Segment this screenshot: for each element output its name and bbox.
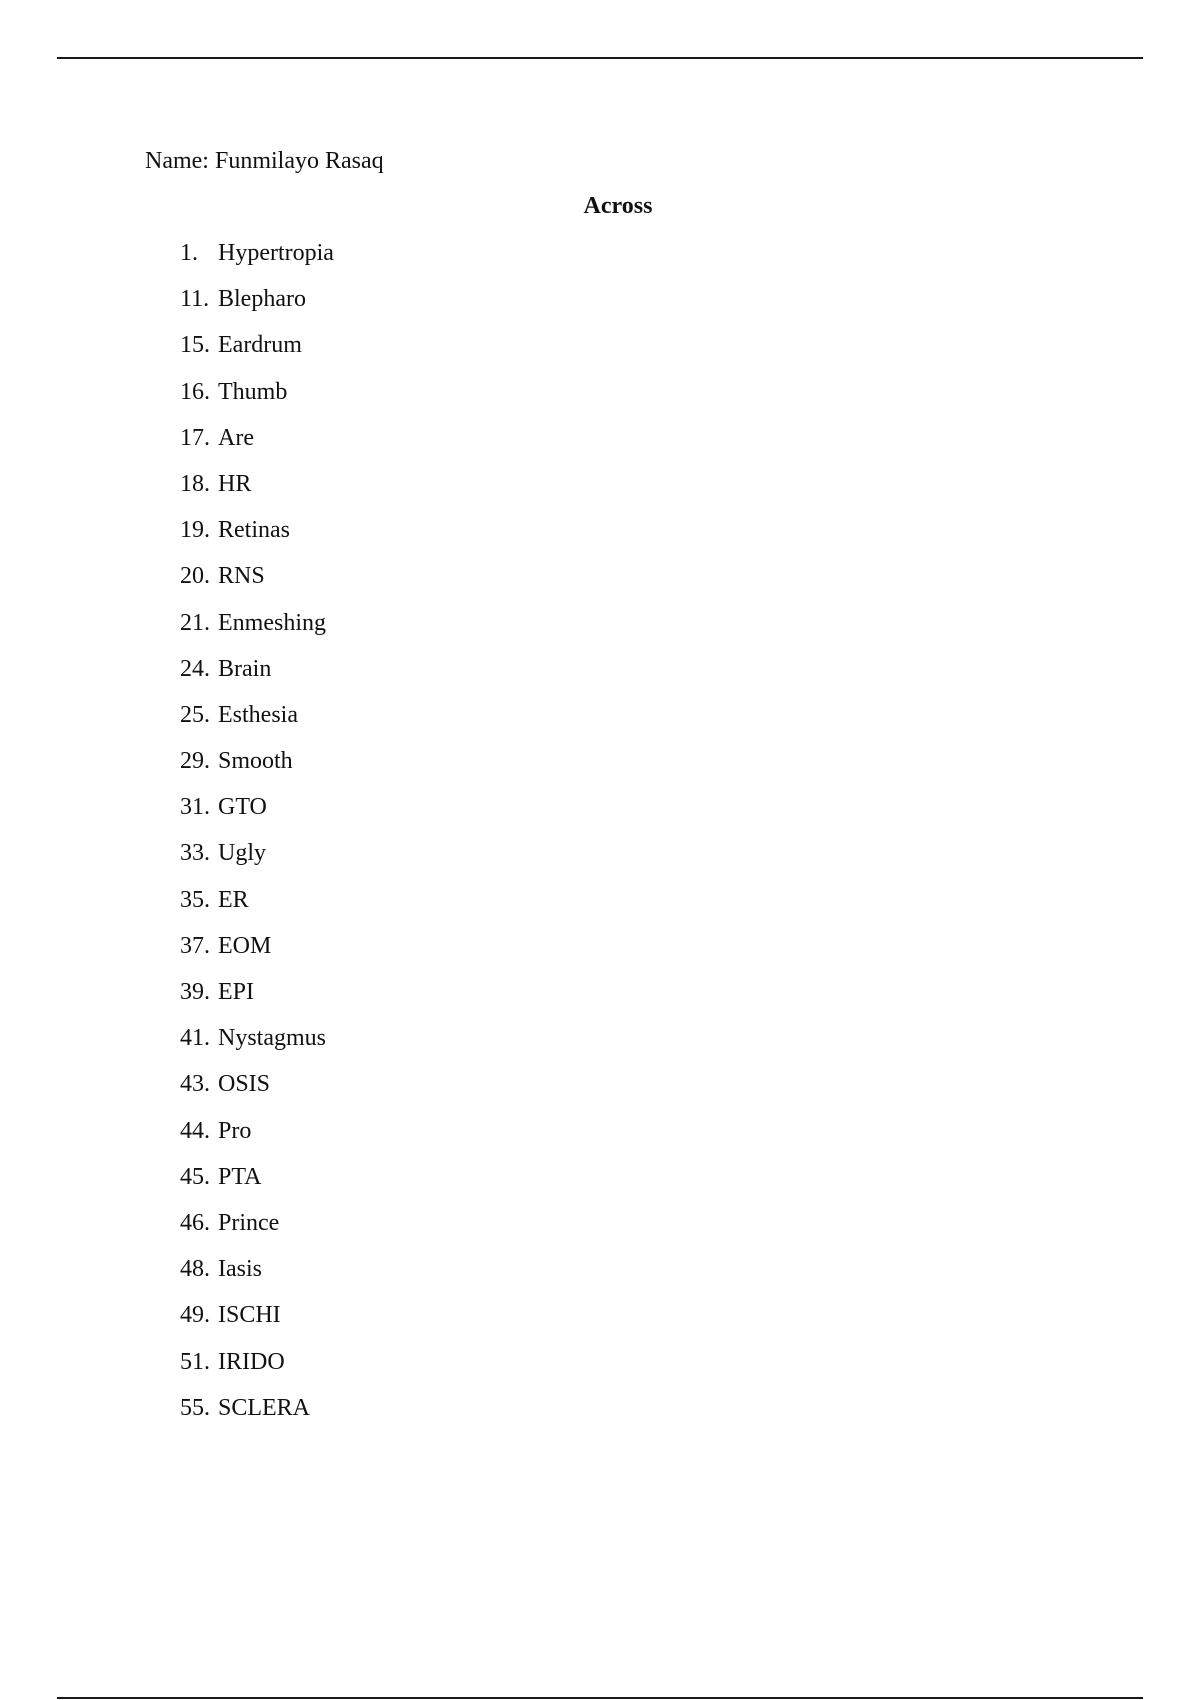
clue-number: 51. (180, 1348, 210, 1375)
list-item (180, 1116, 334, 1162)
clue-answer: EPI (218, 979, 254, 1005)
clue-answer: Smooth (218, 748, 293, 775)
clue-number: 25. (180, 701, 210, 728)
clue-number: 21. (180, 609, 210, 636)
clue-answer: Are (218, 424, 254, 451)
clue-answer: Thumb (218, 378, 288, 405)
clue-number: 11. (180, 286, 210, 313)
clue-number: 16. (180, 378, 210, 405)
across-answer-list (180, 238, 334, 1439)
clue-answer: Blepharo (218, 286, 306, 313)
clue-answer: Brain (218, 655, 272, 682)
list-item (180, 1347, 334, 1393)
clue-number: 41. (180, 1025, 210, 1052)
list-item (180, 330, 334, 376)
clue-number: 1. (180, 240, 198, 266)
clue-answer: Retinas (218, 517, 290, 544)
clue-answer: Hypertropia (218, 240, 334, 266)
clue-answer: Iasis (218, 1256, 262, 1283)
clue-answer: Nystagmus (218, 1025, 326, 1052)
list-item (180, 1300, 334, 1346)
list-item (180, 654, 334, 700)
list-item (180, 515, 334, 561)
clue-number: 44. (180, 1117, 210, 1144)
student-name: Name: Funmilayo Rasaq (145, 148, 384, 174)
clue-answer: Prince (218, 1209, 280, 1236)
clue-number: 17. (180, 424, 210, 451)
clue-answer: PTA (218, 1163, 262, 1190)
clue-answer: Esthesia (218, 701, 298, 728)
list-item (180, 1254, 334, 1300)
clue-number: 35. (180, 886, 210, 913)
clue-answer: SCLERA (218, 1394, 311, 1421)
list-item (180, 885, 334, 931)
list-item (180, 238, 334, 284)
clue-answer: IRIDO (218, 1348, 285, 1375)
clue-number: 48. (180, 1256, 210, 1283)
list-item (180, 561, 334, 607)
clue-answer: ISCHI (218, 1302, 281, 1329)
clue-number: 55. (180, 1394, 210, 1421)
clue-number: 31. (180, 794, 210, 821)
list-item (180, 838, 334, 884)
clue-answer: Pro (218, 1117, 252, 1144)
clue-number: 46. (180, 1209, 210, 1236)
list-item (180, 1393, 334, 1439)
list-item (180, 1162, 334, 1208)
section-heading-across: Across (583, 193, 653, 219)
clue-number: 37. (180, 932, 210, 959)
clue-number: 45. (180, 1163, 210, 1190)
list-item (180, 608, 334, 654)
clue-answer: EOM (218, 932, 272, 959)
clue-number: 20. (180, 563, 210, 590)
list-item (180, 1208, 334, 1254)
clue-answer: OSIS (218, 1071, 271, 1098)
list-item (180, 746, 334, 792)
list-item (180, 377, 334, 423)
clue-answer: ER (218, 886, 249, 913)
clue-number: 39. (180, 979, 210, 1005)
list-item (180, 1069, 334, 1115)
list-item (180, 931, 334, 977)
clue-number: 43. (180, 1071, 210, 1098)
list-item (180, 700, 334, 746)
clue-number: 49. (180, 1302, 210, 1329)
list-item (180, 792, 334, 838)
clue-answer: Eardrum (218, 332, 302, 359)
bottom-divider (57, 1697, 1143, 1699)
list-item (180, 469, 334, 515)
clue-number: 33. (180, 840, 210, 867)
top-divider (57, 57, 1143, 59)
clue-answer: RNS (218, 563, 265, 590)
clue-number: 15. (180, 332, 210, 359)
clue-number: 18. (180, 470, 210, 497)
clue-number: 19. (180, 517, 210, 544)
clue-number: 24. (180, 655, 210, 682)
list-item (180, 977, 334, 1023)
list-item (180, 284, 334, 330)
list-item (180, 423, 334, 469)
clue-answer: Enmeshing (218, 609, 326, 636)
clue-answer: Ugly (218, 840, 266, 867)
clue-answer: GTO (218, 794, 267, 821)
clue-number: 29. (180, 748, 210, 775)
clue-answer: HR (218, 470, 252, 497)
list-item (180, 1023, 334, 1069)
